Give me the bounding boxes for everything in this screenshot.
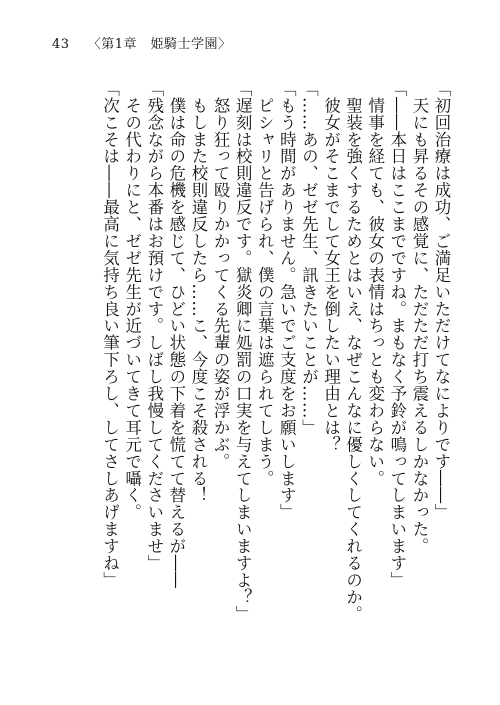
page-header [52, 38, 231, 51]
text-line: 聖装を強くするためとはいえ、なぜこんなに優しくしてくれるのか。 [343, 80, 363, 623]
text-line: 僕は命の危機を感じて、ひどい状態の下着を慌てて替えるが―― [166, 80, 186, 589]
text-line: 「次こそは――最高に気持ち良い筆下ろし、してさしあげますね」 [100, 80, 120, 589]
page-number: 43 [52, 37, 70, 52]
text-line: 彼女がそこまでして女王を倒したい理由とは？ [321, 80, 341, 453]
vertical-text-body [99, 80, 453, 680]
running-title: 〈第1章 姫騎士学園〉 [87, 37, 232, 52]
text-line: ピシャリと告げられ、僕の言葉は遮られてしまう。 [255, 80, 275, 487]
text-line: 情事を経ても、彼女の表情はちっとも変わらない。 [365, 80, 385, 487]
text-line: その代わりにと、ゼゼ先生が近づいてきて耳元で囁く。 [122, 80, 142, 521]
text-line: 天にも昇るその感覚に、ただただ打ち震えるしかなかった。 [409, 80, 429, 555]
text-line: もしまた校則違反したら……こ、今度こそ殺される！ [188, 80, 208, 504]
text-line: 「残念ながら本番はお預けです。しばし我慢してくださいませ」 [144, 80, 164, 572]
text-line: 「……あの、ゼゼ先生、訊きたいことが……」 [299, 80, 319, 436]
text-line: 怒り狂って殴りかかってくる先輩の姿が浮かぶ。 [211, 80, 231, 470]
text-line: 「初回治療は成功、ご満足いただけてなによりです――」 [432, 80, 451, 521]
text-line: 「遅刻は校則違反です。獄炎卿に処罰の口実を与えてしまいますよ？」 [233, 80, 253, 623]
text-line: 「もう時間がありません。急いでご支度をお願いします」 [277, 80, 297, 521]
text-line: 「――本日はここまでですね。まもなく予鈴が鳴ってしまいます」 [387, 80, 407, 589]
